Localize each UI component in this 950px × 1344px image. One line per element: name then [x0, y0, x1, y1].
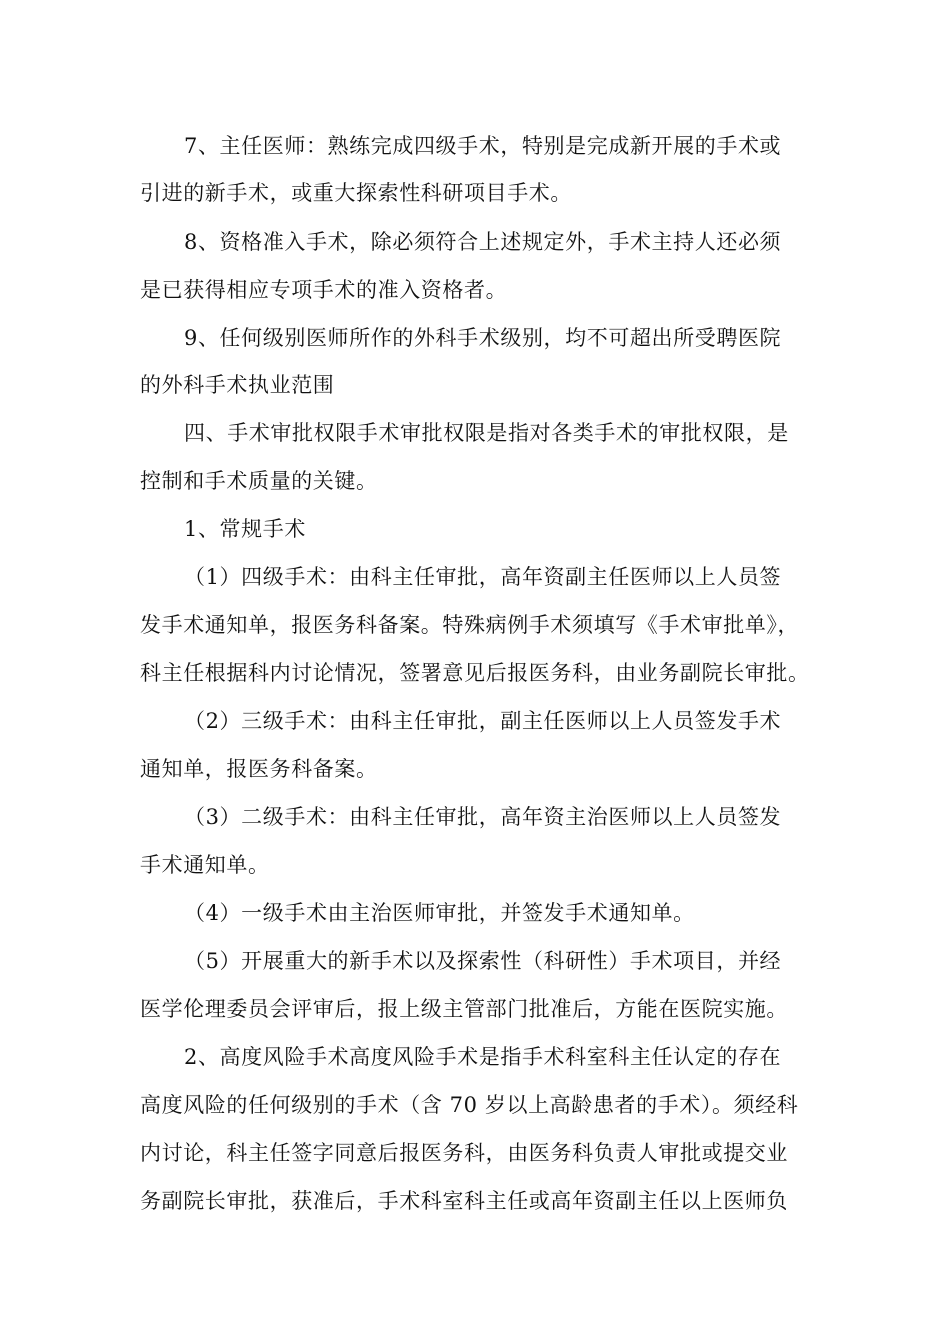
text-line: （4）一级手术由主治医师审批，并签发手术通知单。	[184, 901, 695, 925]
text-line: （2）三级手术：由科主任审批，副主任医师以上人员签发手术	[184, 709, 782, 733]
text-line: 高度风险的任何级别的手术（含 70 岁以上高龄患者的手术）。须经科	[140, 1093, 799, 1117]
text-line: 医学伦理委员会评审后，报上级主管部门批准后，方能在医院实施。	[140, 997, 788, 1021]
text-line: 7、主任医师：熟练完成四级手术，特别是完成新开展的手术或	[184, 134, 782, 158]
text-line: 是已获得相应专项手术的准入资格者。	[140, 278, 508, 302]
text-line: 发手术通知单，报医务科备案。特殊病例手术须填写《手术审批单》，	[140, 613, 800, 637]
text-line: 手术通知单。	[140, 853, 270, 877]
text-line: 1、常规手术	[184, 517, 306, 541]
text-line: 四、手术审批权限手术审批权限是指对各类手术的审批权限，是	[184, 421, 789, 445]
text-line: （3）二级手术：由科主任审批，高年资主治医师以上人员签发	[184, 805, 782, 829]
text-line: （5）开展重大的新手术以及探索性（科研性）手术项目，并经	[184, 949, 782, 973]
text-line: 8、资格准入手术，除必须符合上述规定外，手术主持人还必须	[184, 230, 782, 254]
text-line: 引进的新手术，或重大探索性科研项目手术。	[140, 181, 572, 205]
text-line: 控制和手术质量的关键。	[140, 469, 378, 493]
text-line: 的外科手术执业范围	[140, 373, 335, 397]
text-line: 通知单，报医务科备案。	[140, 757, 378, 781]
text-line: 9、任何级别医师所作的外科手术级别，均不可超出所受聘医院	[184, 326, 782, 350]
text-line: 科主任根据科内讨论情况，签署意见后报医务科，由业务副院长审批。	[140, 661, 810, 685]
text-line: 2、高度风险手术高度风险手术是指手术科室科主任认定的存在	[184, 1045, 782, 1069]
text-line: （1）四级手术：由科主任审批，高年资副主任医师以上人员签	[184, 565, 782, 589]
text-line: 内讨论，科主任签字同意后报医务科，由医务科负责人审批或提交业	[140, 1141, 788, 1165]
text-line: 务副院长审批，获准后，手术科室科主任或高年资副主任以上医师负	[140, 1189, 788, 1213]
